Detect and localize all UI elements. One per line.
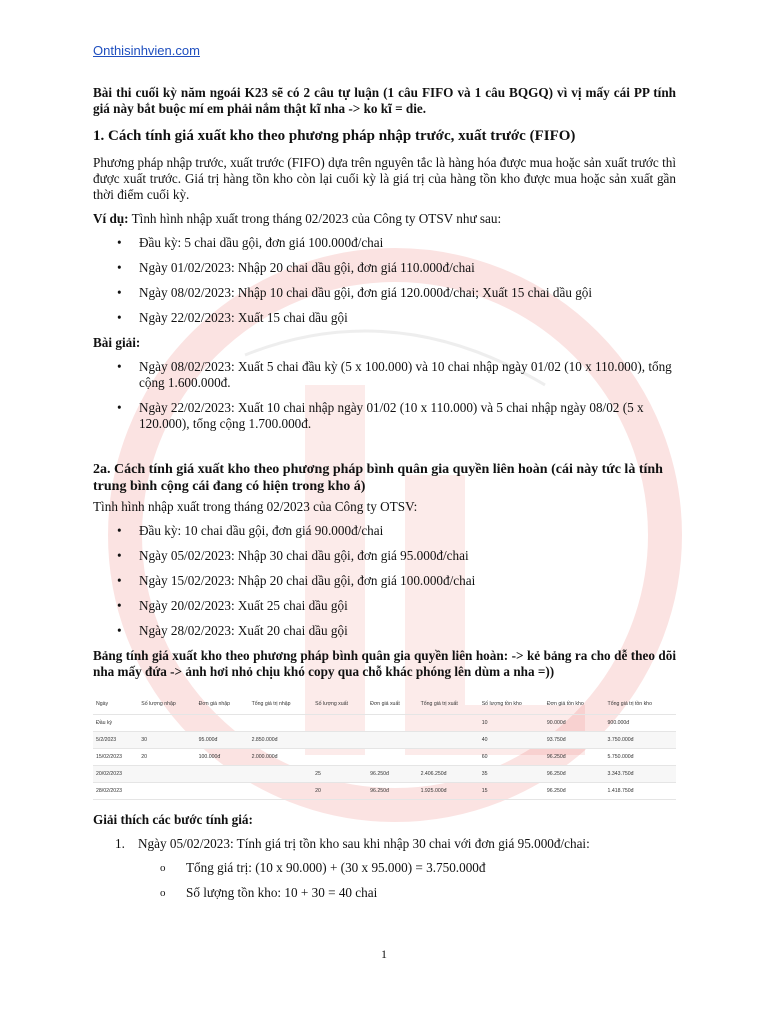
list-item: • Ngày 22/02/2023: Xuất 10 chai nhập ngày 01/02 (10 x 110.000) và 5 chai nhập ngày 08/02 (5 x 120.000), tổng cộng 1.700.000đ.: [93, 400, 676, 432]
steps-list: [93, 836, 676, 901]
avg-description: Tình hình nhập xuất trong tháng 02/2023 của Công ty OTSV:: [93, 499, 418, 514]
table-cell: 20: [312, 783, 367, 800]
table-cell: [367, 732, 417, 749]
list-item: • Đầu kỳ: 5 chai dầu gội, đơn giá 100.000đ/chai: [93, 235, 676, 251]
table-cell: [138, 715, 195, 732]
column-header: Tổng giá trị tồn kho: [605, 694, 676, 715]
table-cell: [312, 715, 367, 732]
list-item: • Ngày 15/02/2023: Nhập 20 chai dầu gội, đơn giá 100.000đ/chai: [93, 573, 676, 589]
explain-heading: Giải thích các bước tính giá:: [93, 812, 253, 827]
table-cell: [367, 715, 417, 732]
solution-label: Bài giải:: [93, 335, 141, 350]
table-cell: [138, 783, 195, 800]
table-cell: 96.250đ: [544, 766, 605, 783]
table-row: [93, 732, 676, 749]
table-cell: [249, 783, 313, 800]
example-text: Tình hình nhập xuất trong tháng 02/2023 của Công ty OTSV như sau:: [128, 211, 502, 226]
avg-list: [93, 523, 676, 639]
table-header-row: [93, 694, 676, 715]
table-cell: 40: [479, 732, 544, 749]
table-cell: 60: [479, 749, 544, 766]
list-item: • Ngày 08/02/2023: Xuất 5 chai đầu kỳ (5 x 100.000) và 10 chai nhập ngày 01/02 (10 x 110.000), tổng cộng 1.600.000đ.: [93, 359, 676, 391]
table-cell: 5.750.000đ: [605, 749, 676, 766]
table-cell: 2.850.000đ: [249, 732, 313, 749]
table-cell: [196, 715, 249, 732]
table-cell: [418, 749, 479, 766]
table-cell: 15: [479, 783, 544, 800]
column-header: Tổng giá trị nhập: [249, 694, 313, 715]
table-cell: 100.000đ: [196, 749, 249, 766]
table-cell: 25: [312, 766, 367, 783]
site-link[interactable]: Onthisinhvien.com: [93, 43, 200, 58]
fifo-description: Phương pháp nhập trước, xuất trước (FIFO) dựa trên nguyên tắc là hàng hóa được mua hoặc sản xuất trước thì được xuất trước. Giá trị hàng tồn kho còn lại cuối kỳ là giá trị của hàng tồn kho được mua hoặc sản xuất gần thời điểm cuối kỳ.: [93, 155, 676, 202]
table-cell: [138, 766, 195, 783]
column-header: Ngày: [93, 694, 138, 715]
step-number: 1.: [115, 836, 125, 851]
table-cell: 30: [138, 732, 195, 749]
table-row: [93, 749, 676, 766]
example-label: Ví dụ:: [93, 211, 129, 226]
table-cell: 2.000.000đ: [249, 749, 313, 766]
table-row: [93, 783, 676, 800]
table-cell: [418, 715, 479, 732]
table-cell: 1.418.750đ: [605, 783, 676, 800]
table-cell: Đầu kỳ: [93, 715, 138, 732]
table-cell: [418, 732, 479, 749]
table-cell: 96.250đ: [544, 783, 605, 800]
sub-item: o Số lượng tồn kho: 10 + 30 = 40 chai: [138, 885, 676, 901]
column-header: Đơn giá xuất: [367, 694, 417, 715]
list-item: • Ngày 08/02/2023: Nhập 10 chai dầu gội, đơn giá 120.000đ/chai; Xuất 15 chai dầu gội: [93, 285, 676, 301]
fifo-example: [93, 211, 676, 227]
calculation-table-wrapper: [93, 694, 676, 800]
sub-item: o Tổng giá trị: (10 x 90.000) + (30 x 95.000) = 3.750.000đ: [138, 860, 676, 876]
table-cell: [196, 783, 249, 800]
table-cell: 900.000đ: [605, 715, 676, 732]
table-cell: [249, 715, 313, 732]
table-cell: [312, 732, 367, 749]
column-header: Số lượng tồn kho: [479, 694, 544, 715]
table-cell: 15/02/2023: [93, 749, 138, 766]
list-item: • Ngày 01/02/2023: Nhập 20 chai dầu gội, đơn giá 110.000đ/chai: [93, 260, 676, 276]
table-cell: 96.250đ: [367, 783, 417, 800]
fifo-heading: 1. Cách tính giá xuất kho theo phương pháp nhập trước, xuất trước (FIFO): [93, 128, 576, 144]
list-item: • Ngày 20/02/2023: Xuất 25 chai dầu gội: [93, 598, 676, 614]
page-number: 1: [381, 947, 387, 961]
table-cell: [196, 766, 249, 783]
table-row: [93, 715, 676, 732]
table-cell: 2.406.250đ: [418, 766, 479, 783]
table-cell: 95.000đ: [196, 732, 249, 749]
table-cell: 28/02/2023: [93, 783, 138, 800]
list-item: • Ngày 28/02/2023: Xuất 20 chai dầu gội: [93, 623, 676, 639]
table-cell: 1.925.000đ: [418, 783, 479, 800]
list-item: • Đầu kỳ: 10 chai dầu gội, đơn giá 90.000đ/chai: [93, 523, 676, 539]
table-cell: 35: [479, 766, 544, 783]
table-cell: 10: [479, 715, 544, 732]
intro-note: Bài thi cuối kỳ năm ngoái K23 sẽ có 2 câu tự luận (1 câu FIFO và 1 câu BQGQ) vì vị mấy cái PP tính giá này bắt buộc mí em phải nắm thật kĩ nha -> ko kĩ = die.: [93, 85, 676, 116]
table-cell: 3.750.000đ: [605, 732, 676, 749]
table-row: [93, 766, 676, 783]
table-cell: [312, 749, 367, 766]
column-header: Tổng giá trị xuất: [418, 694, 479, 715]
table-cell: 3.343.750đ: [605, 766, 676, 783]
list-item: • Ngày 22/02/2023: Xuất 15 chai dầu gội: [93, 310, 676, 326]
step-item: [93, 836, 676, 901]
column-header: Đơn giá tồn kho: [544, 694, 605, 715]
table-cell: 93.750đ: [544, 732, 605, 749]
fifo-list: [93, 235, 676, 326]
table-cell: 20/02/2023: [93, 766, 138, 783]
step-sub-list: [138, 860, 676, 901]
table-cell: [249, 766, 313, 783]
table-cell: [367, 749, 417, 766]
table-cell: 96.250đ: [544, 749, 605, 766]
solution-list: [93, 359, 676, 432]
list-item: • Ngày 05/02/2023: Nhập 30 chai dầu gội, đơn giá 95.000đ/chai: [93, 548, 676, 564]
table-cell: 96.250đ: [367, 766, 417, 783]
table-cell: 20: [138, 749, 195, 766]
table-heading: Bảng tính giá xuất kho theo phương pháp bình quân gia quyền liên hoàn: -> kẻ bảng ra cho dễ theo dõi nha mấy đứa -> ảnh hơi nhỏ chịu khó copy qua chỗ khác phóng lên dùm a nha =)): [93, 648, 676, 679]
column-header: Số lượng nhập: [138, 694, 195, 715]
column-header: Số lượng xuất: [312, 694, 367, 715]
column-header: Đơn giá nhập: [196, 694, 249, 715]
avg-heading: 2a. Cách tính giá xuất kho theo phương pháp bình quân gia quyền liên hoàn (cái này tức là tính trung bình cộng cái đang có hiện trong kho á): [93, 462, 663, 494]
table-cell: 90.000đ: [544, 715, 605, 732]
table-cell: 5/2/2023: [93, 732, 138, 749]
calculation-table: [93, 694, 676, 800]
step-text: Ngày 05/02/2023: Tính giá trị tồn kho sau khi nhập 30 chai với đơn giá 95.000đ/chai:: [138, 836, 590, 851]
document-body: [93, 85, 676, 910]
